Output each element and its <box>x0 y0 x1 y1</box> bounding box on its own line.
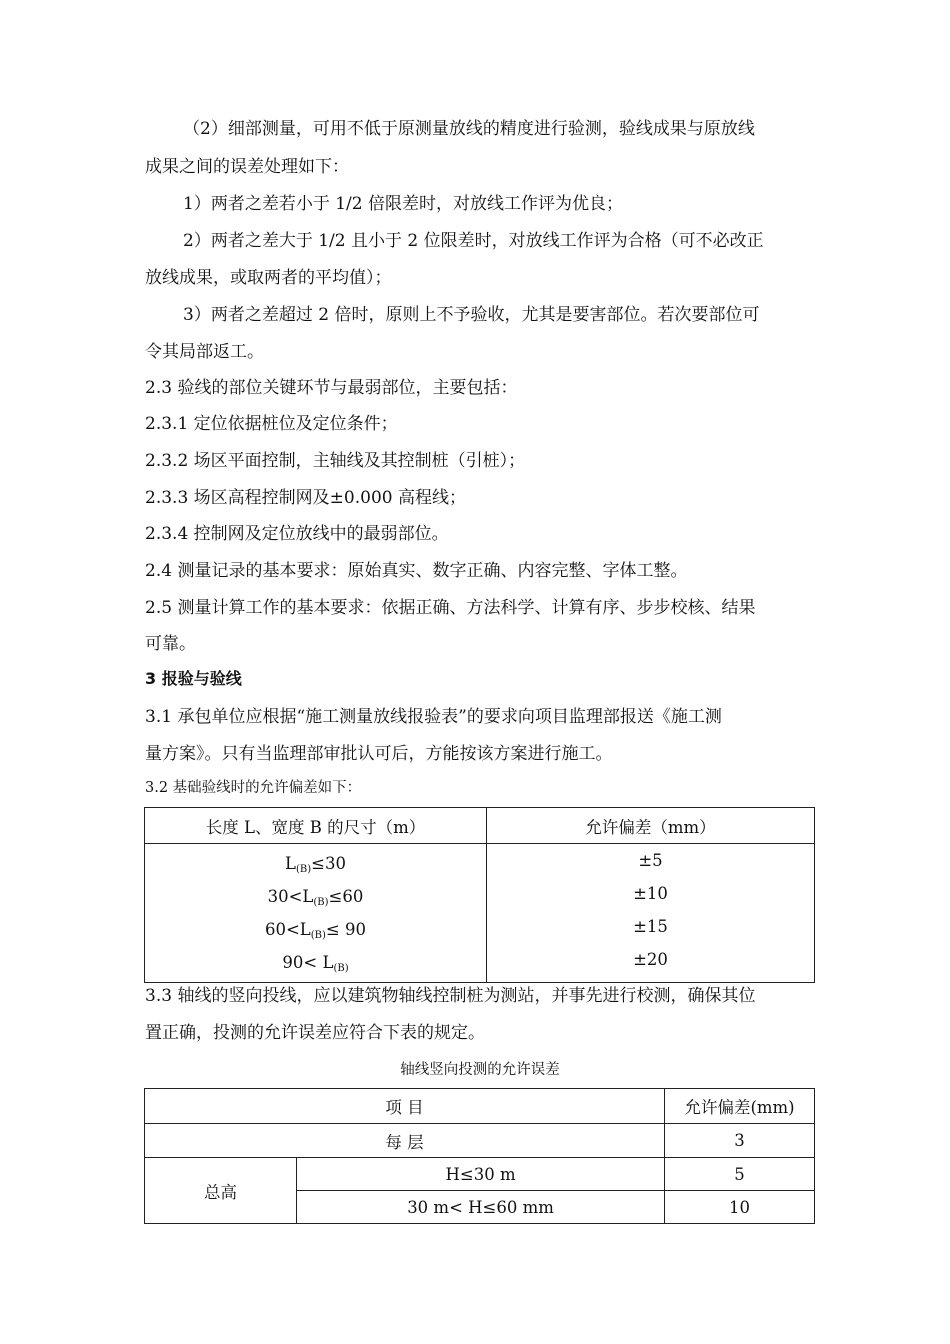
section-2-3-4: 2.3.4 控制网及定位放线中的最弱部位。 <box>145 524 449 544</box>
section-2-5: 2.5 测量计算工作的基本要求：依据正确、方法科学、计算有序、步步校核、结果 <box>145 598 756 618</box>
table2-row-floor-value: 3 <box>665 1124 815 1158</box>
table1-deviation-cell <box>487 844 815 983</box>
table1-size-row-2: $30<L_{(B)}\le 60$ <box>267 887 364 908</box>
section-2-3-2: 2.3.2 场区平面控制，主轴线及其控制桩（引桩）； <box>145 451 526 471</box>
table2-total-height-label: 总高 <box>145 1158 297 1224</box>
table1-header-size: 长度 L、宽度 B 的尺寸（m） <box>145 808 487 844</box>
table1-size-row-1: $L_{(B)}\le 30$ <box>285 854 346 875</box>
list-item-qualified: 2）两者之差大于 1/2 且小于 2 位限差时，对放线工作评为合格（可不必改正 <box>183 231 764 251</box>
section-2-4: 2.4 测量记录的基本要求：原始真实、数字正确、内容完整、字体工整。 <box>145 561 688 581</box>
section-3-2: 3.2 基础验线时的允许偏差如下： <box>145 780 362 796</box>
list-item-rejected-cont: 令其局部返工。 <box>145 342 264 362</box>
table1-size-row-4: $90< L_{(B)}$ <box>282 953 349 974</box>
section-2-3-1: 2.3.1 定位依据桩位及定位条件； <box>145 414 398 434</box>
heading-section-3: 3 报验与验线 <box>145 669 242 688</box>
table2-height-range-2-value: 10 <box>665 1191 815 1224</box>
section-3-3: 3.3 轴线的竖向投线，应以建筑物轴线控制桩为测站，并事先进行校测，确保其位 <box>145 986 756 1006</box>
foundation-tolerance-table <box>144 807 815 983</box>
section-3-1: 3.1 承包单位应根据“施工测量放线报验表”的要求向项目监理部报送《施工测 <box>145 707 722 727</box>
table2-height-range-1: H≤30 m <box>297 1158 665 1191</box>
paragraph-detail-survey: （2）细部测量，可用不低于原测量放线的精度进行验测，验线成果与原放线 <box>183 119 755 139</box>
table1-dev-row-1: ±5 <box>638 851 663 870</box>
section-2-5-cont: 可靠。 <box>145 634 196 654</box>
table2-header-deviation: 允许偏差(mm) <box>665 1089 815 1124</box>
table1-dev-row-2: ±10 <box>633 884 668 903</box>
paragraph-detail-survey-cont: 成果之间的误差处理如下： <box>145 157 349 177</box>
list-item-excellent: 1）两者之差若小于 1/2 倍限差时，对放线工作评为优良； <box>183 194 623 214</box>
vertical-axis-tolerance-table <box>144 1088 815 1224</box>
table1-dev-row-3: ±15 <box>633 917 668 936</box>
table2-height-range-1-value: 5 <box>665 1158 815 1191</box>
table2-height-range-2: 30 m< H≤60 mm <box>297 1191 665 1224</box>
table2-caption: 轴线竖向投测的允许误差 <box>400 1062 560 1078</box>
table1-header-deviation: 允许偏差（mm） <box>487 808 815 844</box>
table2-header-item: 项 目 <box>145 1089 665 1124</box>
section-2-3-3: 2.3.3 场区高程控制网及±0.000 高程线； <box>145 488 466 508</box>
section-3-3-cont: 置正确，投测的允许误差应符合下表的规定。 <box>145 1023 485 1043</box>
section-2-3: 2.3 验线的部位关键环节与最弱部位，主要包括： <box>145 378 518 398</box>
list-item-qualified-cont: 放线成果，或取两者的平均值）； <box>145 268 392 288</box>
section-3-1-cont: 量方案》。只有当监理部审批认可后，方能按该方案进行施工。 <box>145 744 613 764</box>
list-item-rejected: 3）两者之差超过 2 倍时，原则上不予验收，尤其是要害部位。若次要部位可 <box>183 305 760 325</box>
table1-dev-row-4: ±20 <box>633 950 668 969</box>
table1-size-row-3: $60<L_{(B)}\le 90$ <box>264 920 366 941</box>
table1-size-cell <box>145 844 487 983</box>
table2-row-floor: 每 层 <box>145 1124 665 1158</box>
